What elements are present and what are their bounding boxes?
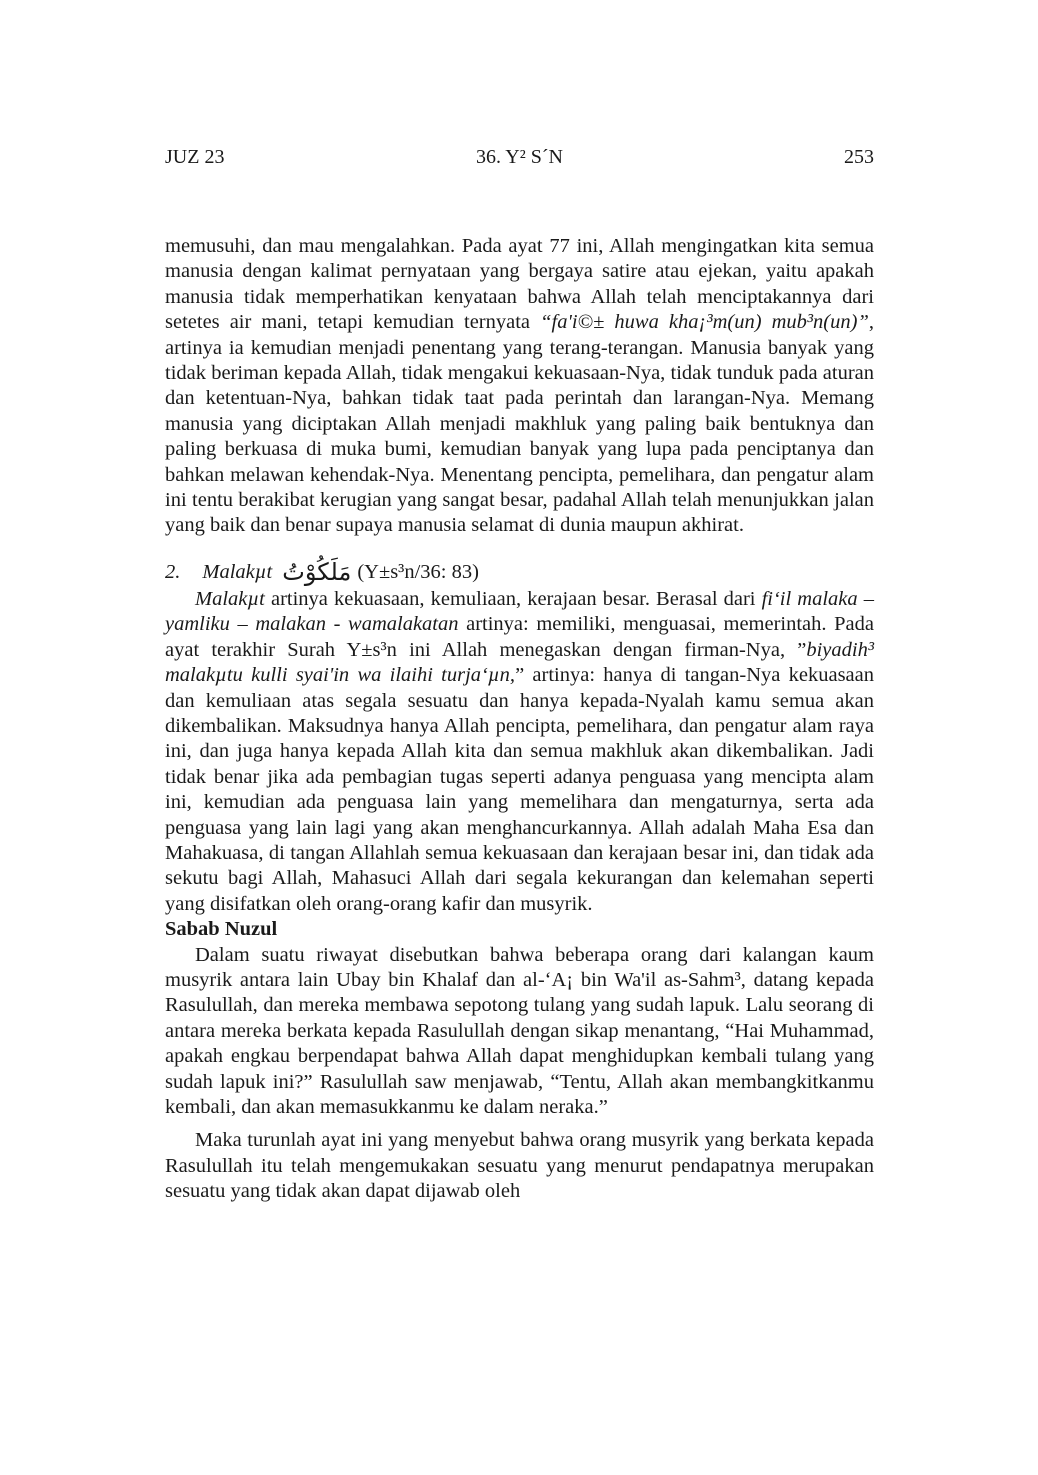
sabab-nuzul-paragraph-2: Maka turunlah ayat ini yang menyebut bahwa orang musyrik yang berkata kepada Rasulullah itu telah mengemukakan sesuatu yang menurut pendapatnya merupakan sesuatu yang tidak akan dapat dijawab oleh [165, 1129, 874, 1203]
text-run: ” artinya: hanya di tangan-Nya kekuasaan dan kemuliaan atas segala sesuatu dan hanya kepada-Nyalah kamu semua akan dikembalikan. Maksudnya hanya Allah pencipta, pemelihara, dan pengatur alam raya ini, dan juga hanya kepada Allah kita dan semua makhluk akan dikembalikan. Jadi tidak benar jika ada pembagian tugas seperti adanya penguasa yang mencipta alam ini, kemudian ada penguasa lain yang memelihara dan mengaturnya, serta ada penguasa yang lain lagi yang akan menghancurkannya. Allah adalah Maha Esa dan Mahakuasa, di tangan Allahlah semua kekuasaan dan kerajaan besar ini, dan tidak ada sekutu bagi Allah, Mahasuci Allah dari segala kekurangan dan kelemahan seperti yang disifatkan oleh orang-orang kafir dan musyrik. [165, 664, 874, 915]
entry-number: 2. [165, 560, 181, 583]
verb-forms: fi‘il malaka – yamliku – malakan - wamalakatan [165, 587, 874, 636]
sabab-nuzul-paragraph-1: Dalam suatu riwayat disebutkan bahwa beberapa orang dari kalangan kaum musyrik antara lain Ubay bin Khalaf dan al-‘A¡ bin Wa'il as-Sahm³, datang kepada Rasulullah, dan mereka membawa sepotong tulang yang sudah lapuk. Lalu seorang di antara mereka berkata kepada Rasulullah dengan sikap menantang, “Hai Muhammad, apakah engkau berpendapat bahwa Allah dapat menghidupkan kembali tulang yang sudah lapuk ini?” Rasulullah saw menjawab, “Tentu, Allah akan membangkitkanmu kembali, dan akan memasukkanmu ke dalam neraka.” [165, 943, 874, 1118]
entry-explanation [165, 587, 874, 917]
juz-label: JUZ 23 [165, 146, 225, 168]
text-run: artinya: memiliki, menguasai, memerintah. Pada ayat terakhir Surah Y±s³n ini Allah menegaskan dengan firman-Nya, ” [165, 613, 874, 661]
arabic-term: مَلَكُوْتُ [282, 557, 352, 586]
entry-term: Malakµt [202, 560, 273, 583]
verse-quote: biyadih³ malakµtu kulli syai'in wa ilaihi turja‘µn, [165, 638, 874, 687]
text-run: , artinya ia kemudian menjadi penentang yang terang-terangan. Manusia banyak yang tidak beriman kepada Allah, tidak mengakui kekuasaan-Nya, tidak tunduk pada aturan dan ketentuan-Nya, bahkan tidak taat pada perintah dan larangan-Nya. Memang manusia yang diciptakan Allah menjadi makhluk yang paling baik bentuknya dan paling berkuasa di muka bumi, kemudian banyak yang lupa pada penciptanya dan bahkan melawan kehendak-Nya. Menentang pencipta, pemelihara, dan pengatur alam ini tentu berakibat kerugian yang sangat besar, padahal Allah telah menunjukkan jalan yang baik dan benar supaya manusia selamat di dunia maupun akhirat. [165, 311, 874, 537]
entry-term-italic: Malakµt [195, 587, 265, 610]
section-heading: Sabab Nuzul [165, 918, 278, 941]
transliteration-phrase: “fa'i©± huwa kha¡³m(un) mub³n(un)” [540, 311, 869, 334]
verse-reference: (Y±s³n/36: 83) [357, 560, 479, 583]
page-header [165, 146, 874, 174]
page-number: 253 [844, 146, 874, 168]
vocabulary-entry-heading [165, 557, 874, 587]
page-body [165, 234, 874, 1205]
text-run: memusuhi, dan mau mengalahkan. Pada ayat 77 ini, Allah mengingatkan kita semua manusia dengan kalimat pernyataan yang bergaya satire atau ejekan, yaitu apakah manusia tidak memperhatikan kenyataan bahwa Allah telah menciptakannya dari setetes air mani, tetapi kemudian ternyata [165, 235, 874, 334]
paragraph-continuation [165, 234, 874, 539]
text-run: artinya kekuasaan, kemuliaan, kerajaan besar. Berasal dari [264, 587, 762, 610]
surah-title: 36. Y² S´N [476, 146, 563, 168]
